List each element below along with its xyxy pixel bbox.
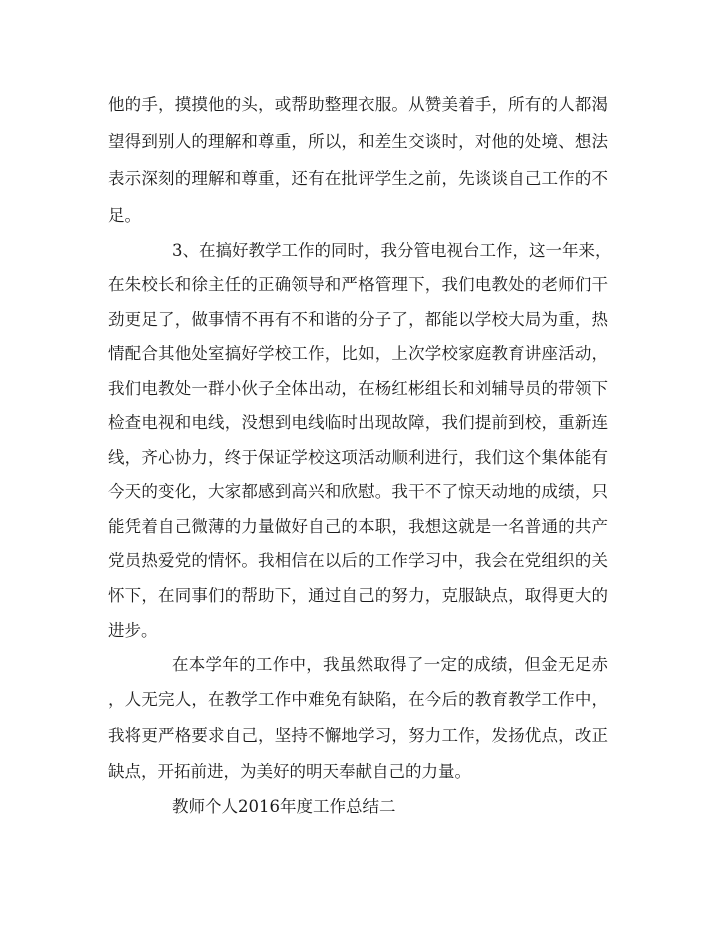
text-line: 线，齐心协力，终于保证学校这项活动顺利进行，我们这个集体能有: [108, 448, 608, 467]
text-line: 进步。: [108, 621, 158, 640]
text-line: 怀下，在同事们的帮助下，通过自己的努力，克服缺点，取得更大的: [108, 586, 608, 605]
text-line: 足。: [108, 206, 141, 225]
text-line: 望得到别人的理解和尊重，所以，和差生交谈时，对他的处境、想法: [108, 132, 608, 151]
text-line: 我们电教处一群小伙子全体出动，在杨红彬组长和刘辅导员的带领下: [108, 379, 608, 398]
text-line: 在本学年的工作中，我虽然取得了一定的成绩，但金无足赤: [172, 655, 608, 674]
text-line: 表示深刻的理解和尊重，还有在批评学生之前，先谈谈自己工作的不: [108, 169, 608, 188]
text-line: 缺点，开拓前进，为美好的明天奉献自己的力量。: [108, 762, 471, 781]
text-line: 劲更足了，做事情不再有不和谐的分子了，都能以学校大局为重，热: [108, 310, 608, 329]
text-line: 检查电视和电线，没想到电线临时出现故障，我们提前到校，重新连: [108, 413, 608, 432]
text-line: 党员热爱党的情怀。我相信在以后的工作学习中，我会在党组织的关: [108, 551, 608, 570]
text-line: 3、在搞好教学工作的同时，我分管电视台工作，这一年来，: [172, 241, 612, 260]
text-line: 我将更严格要求自己，坚持不懈地学习，努力工作，发扬优点，改正: [108, 726, 608, 745]
text-line: 今天的变化，大家都感到高兴和欣慰。我干不了惊天动地的成绩，只: [108, 482, 608, 501]
text-line: 他的手，摸摸他的头，或帮助整理衣服。从赞美着手，所有的人都渴: [108, 95, 608, 114]
section-heading: 教师个人2016年度工作总结二: [172, 797, 396, 816]
text-line: 能凭着自己微薄的力量做好自己的本职，我想这就是一名普通的共产: [108, 517, 608, 536]
text-line: 在朱校长和徐主任的正确领导和严格管理下，我们电教处的老师们干: [108, 275, 608, 294]
text-line: 情配合其他处室搞好学校工作，比如，上次学校家庭教育讲座活动，: [108, 344, 608, 363]
text-line: ，人无完人，在教学工作中难免有缺陷，在今后的教育教学工作中，: [108, 690, 608, 709]
